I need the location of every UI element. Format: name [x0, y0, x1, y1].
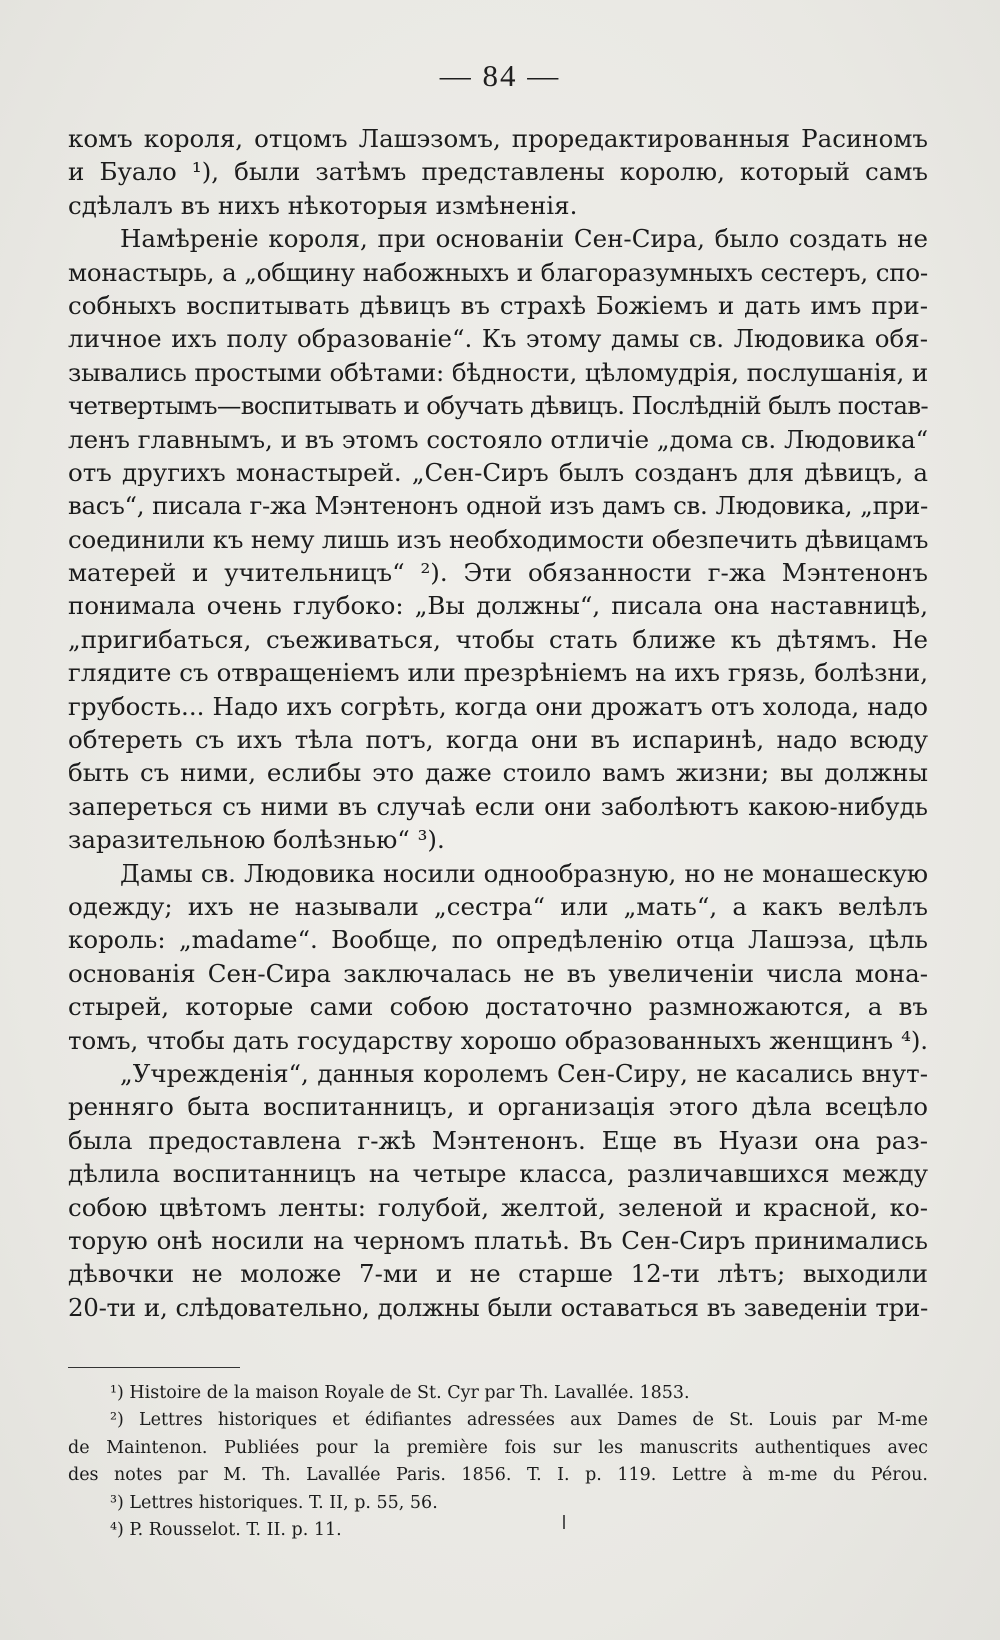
text-line: ленъ главнымъ, и въ этомъ состояло отличіе „дома св. Людовика“: [68, 424, 929, 454]
text-line: король: „madame“. Вообще, по опредѣленію отца Лашэза, цѣль: [68, 925, 928, 955]
text-line: основанія Сен-Сира заключалась не въ увеличеніи числа мона-: [68, 958, 928, 988]
footnote-line: de Maintenon. Publiées pour la première fois sur les manuscrits authentiques avec: [68, 1437, 928, 1458]
text-line: и Буало ¹), были затѣмъ представлены королю, который самъ: [68, 157, 928, 187]
text-line: заразительною болѣзнью“ ³).: [68, 825, 445, 855]
footnote-line: ¹) Histoire de la maison Royale de St. Cyr par Th. Lavallée. 1853.: [110, 1383, 690, 1403]
text-line: стырей, которые сами собою достаточно размножаются, а въ: [68, 992, 928, 1022]
footnote-line: ²) Lettres historiques et édifiantes adressées aux Dames de St. Louis par M-me: [110, 1410, 928, 1431]
text-line: комъ короля, отцомъ Лашэзомъ, проредактированныя Расиномъ: [68, 124, 928, 153]
text-line: томъ, чтобы дать государству хорошо образованныхъ женщинъ ⁴).: [68, 1025, 928, 1055]
text-line: матерей и учительницъ“ ²). Эти обязанности г-жа Мэнтенонъ: [68, 558, 928, 588]
footnote-line: ³) Lettres historiques. T. II, p. 55, 56.: [110, 1492, 438, 1513]
text-line: „пригибаться, съеживаться, чтобы стать ближе къ дѣтямъ. Не: [68, 624, 928, 654]
text-line: обтереть съ ихъ тѣла потъ, когда они въ испаринѣ, надо всюду: [68, 725, 928, 755]
text-line: васъ“, писала г-жа Мэнтенонъ одной изъ дамъ св. Людовика, „при-: [68, 491, 928, 521]
page-number: — 84 —: [439, 58, 561, 93]
text-line: собныхъ воспитывать дѣвицъ въ страхѣ Божіемъ и дать имъ при-: [68, 290, 928, 320]
text-line: ренняго быта воспитанницъ, и организація этого дѣла всецѣло: [68, 1092, 928, 1122]
body-text: [68, 122, 928, 1324]
footnote-line: ⁴) P. Rousselot. T. II. p. 11.: [110, 1519, 342, 1540]
footnotes: [68, 1380, 928, 1544]
text-line: одежду; ихъ не называли „сестра“ или „мать“, а какъ велѣлъ: [68, 891, 928, 921]
text-line: дѣлила воспитанницъ на четыре класса, различавшихся между: [68, 1159, 928, 1189]
footnote-line: des notes par M. Th. Lavallée Paris. 1856. T. I. p. 119. Lettre à m-me du Pérou.: [68, 1465, 928, 1486]
text-line: зывались простыми обѣтами: бѣдности, цѣломудрія, послушанія, и: [68, 357, 928, 387]
text-line: запереться съ ними въ случаѣ если они заболѣютъ какою-нибудь: [68, 791, 928, 821]
text-line: глядите съ отвращеніемъ или презрѣніемъ на ихъ грязь, болѣзни,: [68, 658, 928, 688]
text-line: сдѣлалъ въ нихъ нѣкоторыя измѣненія.: [68, 190, 578, 220]
footnote-separator: [68, 1367, 240, 1368]
text-line: понимала очень глубоко: „Вы должны“, писала она наставницѣ,: [68, 591, 928, 621]
text-line: Дамы св. Людовика носили однообразную, но не монашескую: [120, 858, 928, 888]
text-line: быть съ ними, еслибы это даже стоило вамъ жизни; вы должны: [68, 758, 928, 788]
text-line: торую онѣ носили на черномъ платьѣ. Въ Сен-Сиръ принимались: [68, 1225, 928, 1255]
text-line: грубость... Надо ихъ согрѣть, когда они дрожатъ отъ холода, надо: [68, 691, 928, 721]
text-line: дѣвочки не моложе 7-ми и не старше 12-ти лѣтъ; выходили: [68, 1259, 928, 1289]
text-line: личное ихъ полу образованіе“. Къ этому дамы св. Людовика обя-: [68, 324, 928, 354]
text-line: соединили къ нему лишь изъ необходимости обезпечить дѣвицамъ: [68, 524, 929, 554]
text-line: собою цвѣтомъ ленты: голубой, желтой, зеленой и красной, ко-: [68, 1192, 928, 1222]
text-line: 20-ти и, слѣдовательно, должны были оставаться въ заведеніи три-: [68, 1292, 928, 1322]
text-line: „Учрежденія“, данныя королемъ Сен-Сиру, не касались внут-: [120, 1058, 928, 1088]
print-mark: [563, 1515, 565, 1529]
text-line: монастырь, а „общину набожныхъ и благоразумныхъ сестеръ, спо-: [68, 257, 928, 287]
text-line: отъ другихъ монастырей. „Сен-Сиръ былъ созданъ для дѣвицъ, а: [68, 457, 928, 487]
text-line: Намѣреніе короля, при основаніи Сен-Сира, было создать не: [120, 224, 928, 254]
text-line: четвертымъ—воспитывать и обучать дѣвицъ. Послѣдній былъ постав-: [68, 391, 928, 421]
text-line: была предоставлена г-жѣ Мэнтенонъ. Еще въ Нуази она раз-: [68, 1125, 928, 1155]
